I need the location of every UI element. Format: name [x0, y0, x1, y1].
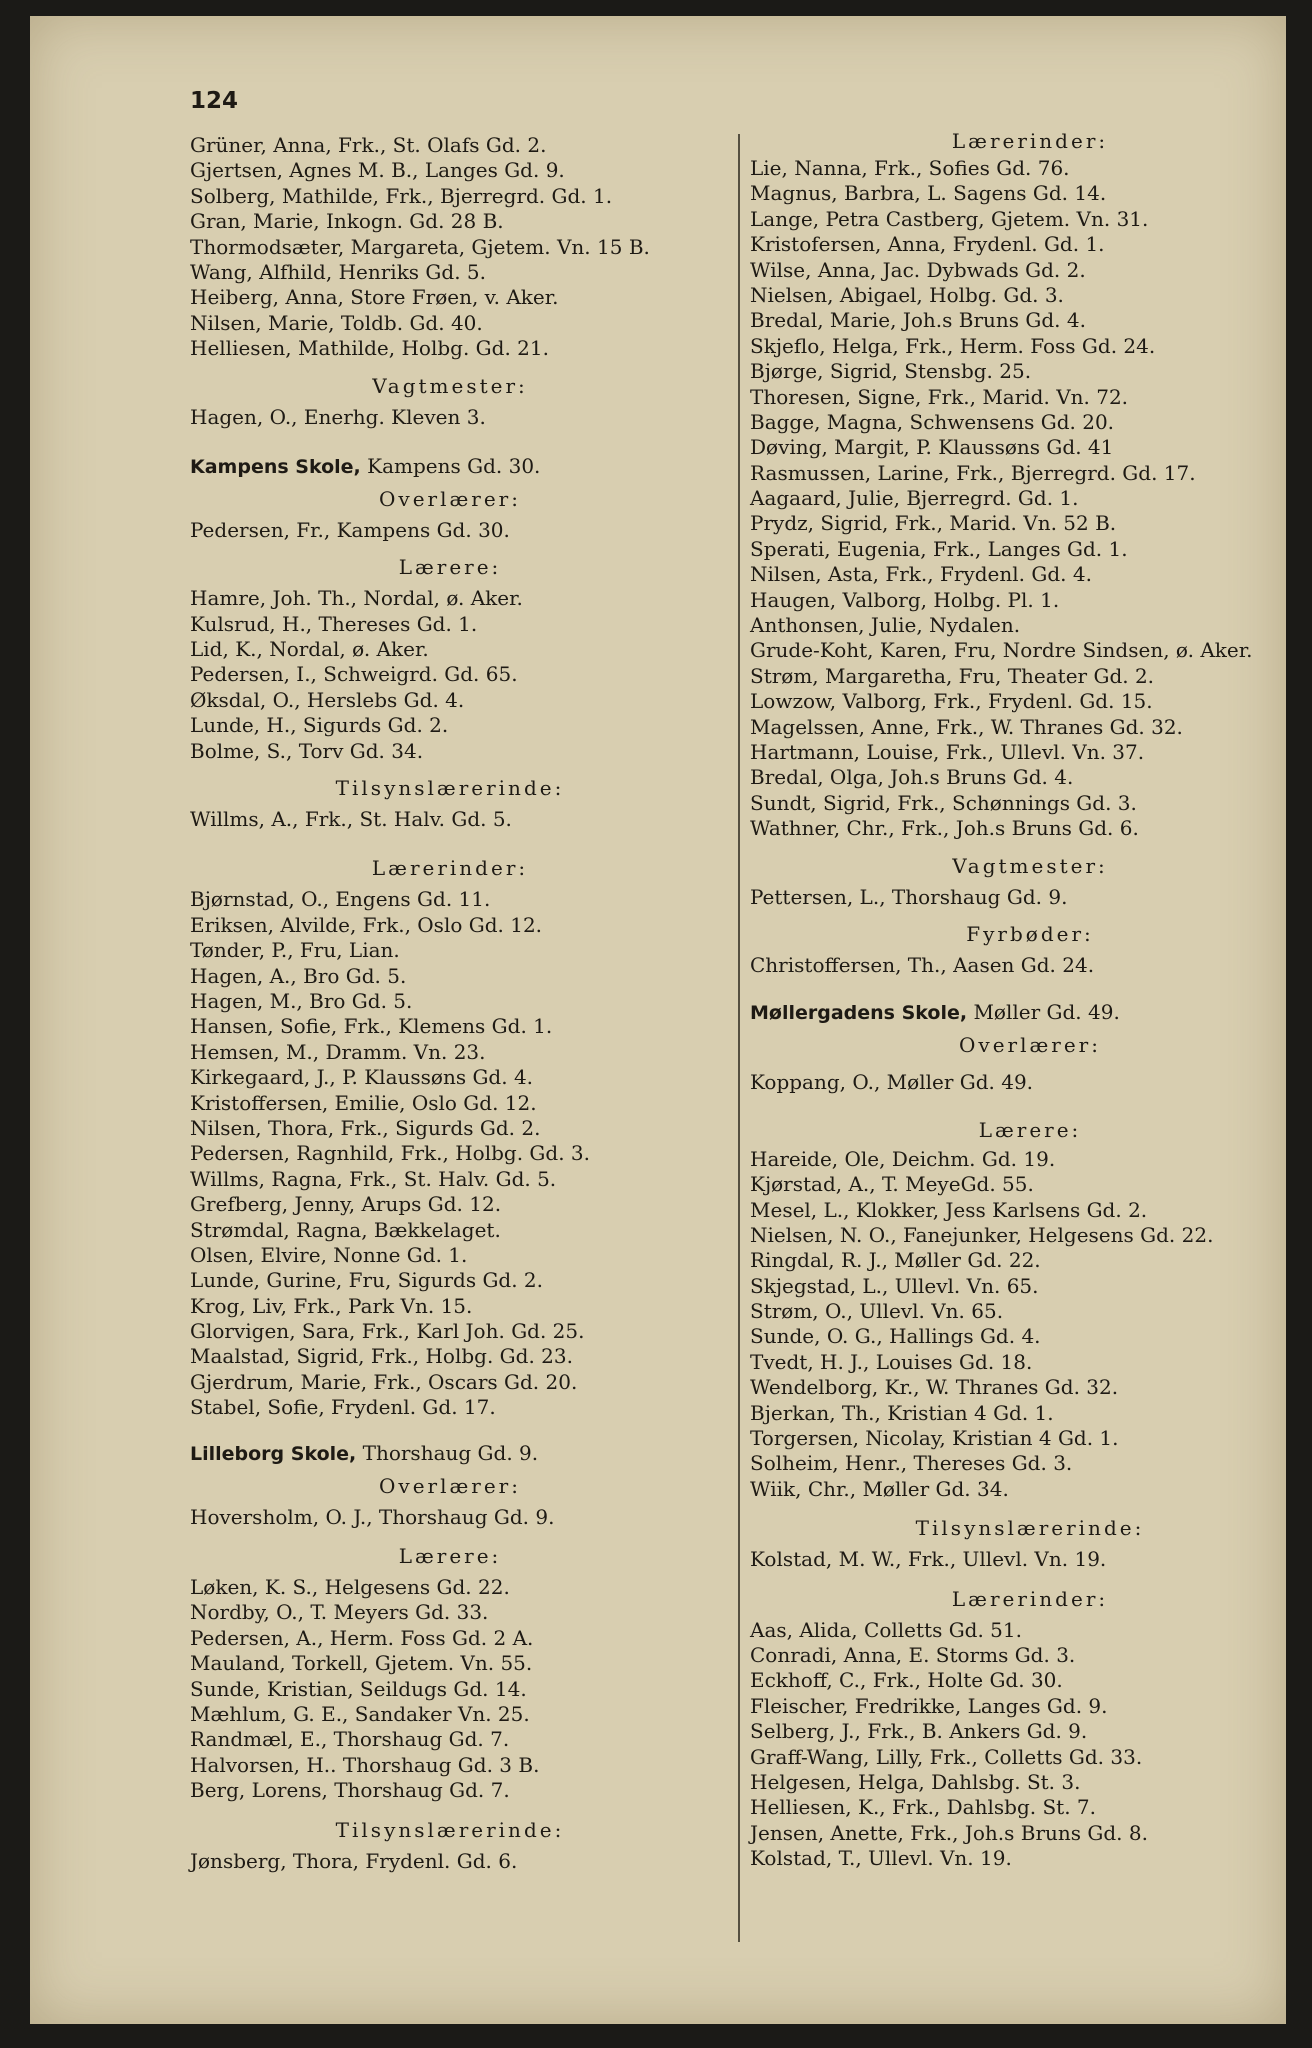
right-directory-entry: Kjørstad, A., T. MeyeGd. 55. [750, 1172, 1034, 1197]
left-section-heading: Overlærer: [379, 486, 521, 511]
right-directory-entry: Lange, Petra Castberg, Gjetem. Vn. 31. [750, 206, 1149, 231]
right-directory-entry: Haugen, Valborg, Holbg. Pl. 1. [750, 587, 1060, 612]
right-directory-entry: Grude-Koht, Karen, Fru, Nordre Sindsen, ø. Aker. [750, 638, 1253, 663]
left-section-heading: Tilsynslærerinde: [335, 1817, 565, 1842]
right-directory-entry: Prydz, Sigrid, Frk., Marid. Vn. 52 B. [750, 511, 1117, 536]
left-directory-entry: Lunde, Gurine, Fru, Sigurds Gd. 2. [190, 1268, 544, 1293]
left-school-header [190, 454, 710, 479]
left-directory-entry: Bjørnstad, O., Engens Gd. 11. [190, 887, 491, 912]
left-directory-entry: Løken, K. S., Helgesens Gd. 22. [190, 1575, 510, 1600]
right-directory-entry: Helliesen, K., Frk., Dahlsbg. St. 7. [750, 1795, 1096, 1820]
right-directory-entry: Jensen, Anette, Frk., Joh.s Bruns Gd. 8. [750, 1820, 1148, 1845]
right-school-header [750, 1000, 1310, 1025]
left-directory-entry: Wang, Alfhild, Henriks Gd. 5. [190, 259, 487, 284]
left-directory-entry: Hagen, O., Enerhg. Kleven 3. [190, 404, 486, 429]
left-directory-entry: Tønder, P., Fru, Lian. [190, 938, 400, 963]
left-directory-entry: Mauland, Torkell, Gjetem. Vn. 55. [190, 1651, 533, 1676]
right-directory-entry: Døving, Margit, P. Klaussøns Gd. 41 [750, 435, 1114, 460]
left-directory-entry: Hemsen, M., Dramm. Vn. 23. [190, 1039, 486, 1064]
left-section-heading: Tilsynslærerinde: [335, 776, 565, 801]
right-directory-entry: Helgesen, Helga, Dahlsbg. St. 3. [750, 1769, 1081, 1794]
left-directory-entry: Gjerdrum, Marie, Frk., Oscars Gd. 20. [190, 1369, 578, 1394]
right-directory-entry: Mesel, L., Klokker, Jess Karlsens Gd. 2. [750, 1197, 1148, 1222]
right-directory-entry: Skjeflo, Helga, Frk., Herm. Foss Gd. 24. [750, 333, 1156, 358]
school-name: Lilleborg Skole, [190, 1442, 357, 1465]
left-directory-entry: Pedersen, Ragnhild, Frk., Holbg. Gd. 3. [190, 1141, 591, 1166]
left-directory-entry: Hansen, Sofie, Frk., Klemens Gd. 1. [190, 1014, 553, 1039]
left-directory-entry: Pedersen, Fr., Kampens Gd. 30. [190, 517, 510, 542]
right-directory-entry: Pettersen, L., Thorshaug Gd. 9. [750, 884, 1068, 909]
school-address: Møller Gd. 49. [967, 1000, 1120, 1025]
right-directory-entry: Nilsen, Asta, Frk., Frydenl. Gd. 4. [750, 562, 1092, 587]
left-directory-entry: Hagen, M., Bro Gd. 5. [190, 988, 413, 1013]
right-directory-entry: Sperati, Eugenia, Frk., Langes Gd. 1. [750, 536, 1128, 561]
right-directory-entry: Lowzow, Valborg, Frk., Frydenl. Gd. 15. [750, 689, 1153, 714]
left-directory-entry: Eriksen, Alvilde, Frk., Oslo Gd. 12. [190, 912, 543, 937]
left-directory-entry: Nilsen, Marie, Toldb. Gd. 40. [190, 310, 483, 335]
left-directory-entry: Thormodsæter, Margareta, Gjetem. Vn. 15 B. [190, 234, 650, 259]
left-directory-entry: Nordby, O., T. Meyers Gd. 33. [190, 1600, 489, 1625]
right-directory-entry: Nielsen, Abigael, Holbg. Gd. 3. [750, 282, 1064, 307]
right-directory-entry: Torgersen, Nicolay, Kristian 4 Gd. 1. [750, 1426, 1119, 1451]
right-directory-entry: Rasmussen, Larine, Frk., Bjerregrd. Gd. 17. [750, 460, 1196, 485]
right-directory-entry: Wathner, Chr., Frk., Joh.s Bruns Gd. 6. [750, 816, 1139, 841]
right-directory-entry: Aas, Alida, Colletts Gd. 51. [750, 1617, 1022, 1642]
left-directory-entry: Hamre, Joh. Th., Nordal, ø. Aker. [190, 586, 523, 611]
left-directory-entry: Helliesen, Mathilde, Holbg. Gd. 21. [190, 336, 549, 361]
right-directory-entry: Lie, Nanna, Frk., Sofies Gd. 76. [750, 156, 1070, 180]
right-directory-entry: Kolstad, M. W., Frk., Ullevl. Vn. 19. [750, 1547, 1107, 1572]
left-directory-entry: Mæhlum, G. E., Sandaker Vn. 25. [190, 1701, 530, 1726]
right-directory-entry: Sunde, O. G., Hallings Gd. 4. [750, 1324, 1041, 1349]
left-directory-entry: Heiberg, Anna, Store Frøen, v. Aker. [190, 285, 559, 310]
right-directory-entry: Hartmann, Louise, Frk., Ullevl. Vn. 37. [750, 739, 1145, 764]
school-name: Møllergadens Skole, [750, 1002, 968, 1025]
right-section-heading: Vagtmester: [952, 853, 1108, 878]
right-section-heading: Lærerinder: [951, 129, 1109, 153]
right-directory-entry: Hareide, Ole, Deichm. Gd. 19. [750, 1146, 1056, 1171]
right-directory-entry: Tvedt, H. J., Louises Gd. 18. [750, 1349, 1033, 1374]
right-directory-entry: Magelssen, Anne, Frk., W. Thranes Gd. 32. [750, 714, 1183, 739]
right-directory-entry: Magnus, Barbra, L. Sagens Gd. 14. [750, 181, 1107, 206]
column-divider [738, 134, 740, 1942]
left-directory-entry: Solberg, Mathilde, Frk., Bjerregrd. Gd. 1. [190, 183, 613, 208]
right-section-heading: Fyrbøder: [966, 921, 1094, 946]
right-directory-entry: Kolstad, T., Ullevl. Vn. 19. [750, 1846, 1012, 1871]
right-directory-entry: Bagge, Magna, Schwensens Gd. 20. [750, 409, 1115, 434]
left-directory-entry: Pedersen, A., Herm. Foss Gd. 2 A. [190, 1625, 534, 1650]
left-section-heading: Lærere: [398, 555, 502, 580]
left-directory-entry: Olsen, Elvire, Nonne Gd. 1. [190, 1242, 468, 1267]
right-column [750, 129, 1310, 1871]
left-directory-entry: Kulsrud, H., Thereses Gd. 1. [190, 611, 478, 636]
right-directory-entry: Christoffersen, Th., Aasen Gd. 24. [750, 952, 1095, 977]
left-directory-entry: Jønsberg, Thora, Frydenl. Gd. 6. [190, 1848, 518, 1873]
right-directory-entry: Koppang, O., Møller Gd. 49. [750, 1070, 1034, 1095]
left-directory-entry: Bolme, S., Torv Gd. 34. [190, 738, 424, 763]
right-directory-entry: Skjegstad, L., Ullevl. Vn. 65. [750, 1273, 1039, 1298]
left-directory-entry: Willms, A., Frk., St. Halv. Gd. 5. [190, 807, 512, 832]
right-directory-entry: Wiik, Chr., Møller Gd. 34. [750, 1476, 1009, 1501]
left-directory-entry: Gran, Marie, Inkogn. Gd. 28 B. [190, 209, 504, 234]
left-directory-entry: Berg, Lorens, Thorshaug Gd. 7. [190, 1778, 510, 1803]
left-directory-entry: Strømdal, Ragna, Bækkelaget. [190, 1217, 501, 1242]
right-directory-entry: Fleischer, Fredrikke, Langes Gd. 9. [750, 1693, 1108, 1718]
left-directory-entry: Stabel, Sofie, Frydenl. Gd. 17. [190, 1395, 496, 1420]
right-directory-entry: Wendelborg, Kr., W. Thranes Gd. 32. [750, 1375, 1119, 1400]
right-directory-entry: Bredal, Olga, Joh.s Bruns Gd. 4. [750, 765, 1074, 790]
school-address: Kampens Gd. 30. [360, 453, 541, 478]
right-directory-entry: Ringdal, R. J., Møller Gd. 22. [750, 1248, 1041, 1273]
right-directory-entry: Strøm, Margaretha, Fru, Theater Gd. 2. [750, 663, 1155, 688]
left-directory-entry: Halvorsen, H.. Thorshaug Gd. 3 B. [190, 1752, 540, 1777]
right-directory-entry: Conradi, Anna, E. Storms Gd. 3. [750, 1642, 1076, 1667]
left-directory-entry: Hagen, A., Bro Gd. 5. [190, 963, 407, 988]
right-directory-entry: Bjerkan, Th., Kristian 4 Gd. 1. [750, 1400, 1054, 1425]
left-directory-entry: Hoversholm, O. J., Thorshaug Gd. 9. [190, 1504, 555, 1529]
right-directory-entry: Wilse, Anna, Jac. Dybwads Gd. 2. [750, 257, 1086, 282]
left-directory-entry: Randmæl, E., Thorshaug Gd. 7. [190, 1727, 510, 1752]
left-column [190, 133, 710, 1874]
left-directory-entry: Sunde, Kristian, Seildugs Gd. 14. [190, 1676, 527, 1701]
right-directory-entry: Eckhoff, C., Frk., Holte Gd. 30. [750, 1668, 1063, 1693]
right-directory-entry: Kristofersen, Anna, Frydenl. Gd. 1. [750, 232, 1105, 257]
directory-page [30, 16, 1286, 2024]
right-directory-entry: Sundt, Sigrid, Frk., Schønnings Gd. 3. [750, 790, 1137, 815]
left-directory-entry: Kirkegaard, J., P. Klaussøns Gd. 4. [190, 1065, 534, 1090]
right-directory-entry: Aagaard, Julie, Bjerregrd. Gd. 1. [750, 486, 1079, 511]
right-directory-entry: Strøm, O., Ullevl. Vn. 65. [750, 1299, 1004, 1324]
right-section-heading: Tilsynslærerinde: [915, 1516, 1145, 1541]
left-section-heading: Lærere: [398, 1544, 502, 1569]
right-directory-entry: Bredal, Marie, Joh.s Bruns Gd. 4. [750, 308, 1086, 333]
right-section-heading: Lærere: [978, 1117, 1082, 1142]
left-directory-entry: Grefberg, Jenny, Arups Gd. 12. [190, 1192, 502, 1217]
right-section-heading: Lærerinder: [951, 1586, 1109, 1611]
right-directory-entry: Thoresen, Signe, Frk., Marid. Vn. 72. [750, 384, 1129, 409]
right-section-heading: Overlærer: [959, 1033, 1101, 1058]
left-directory-entry: Lid, K., Nordal, ø. Aker. [190, 637, 429, 662]
left-directory-entry: Glorvigen, Sara, Frk., Karl Joh. Gd. 25. [190, 1319, 585, 1344]
left-section-heading: Lærerinder: [371, 856, 529, 881]
school-address: Thorshaug Gd. 9. [356, 1440, 539, 1465]
right-directory-entry: Bjørge, Sigrid, Stensbg. 25. [750, 359, 1032, 384]
left-directory-entry: Lunde, H., Sigurds Gd. 2. [190, 713, 449, 738]
left-directory-entry: Willms, Ragna, Frk., St. Halv. Gd. 5. [190, 1166, 557, 1191]
school-name: Kampens Skole, [190, 455, 361, 478]
left-section-heading: Vagtmester: [372, 373, 528, 398]
right-directory-entry: Anthonsen, Julie, Nydalen. [750, 613, 1021, 638]
left-directory-entry: Grüner, Anna, Frk., St. Olafs Gd. 2. [190, 133, 547, 157]
left-section-heading: Overlærer: [379, 1473, 521, 1498]
right-directory-entry: Graff-Wang, Lilly, Frk., Colletts Gd. 33. [750, 1744, 1143, 1769]
left-directory-entry: Gjertsen, Agnes M. B., Langes Gd. 9. [190, 158, 565, 183]
left-directory-entry: Pedersen, I., Schweigrd. Gd. 65. [190, 662, 518, 687]
left-directory-entry: Kristoffersen, Emilie, Oslo Gd. 12. [190, 1090, 537, 1115]
left-directory-entry: Nilsen, Thora, Frk., Sigurds Gd. 2. [190, 1115, 541, 1140]
right-directory-entry: Solheim, Henr., Thereses Gd. 3. [750, 1451, 1073, 1476]
left-school-header [190, 1441, 710, 1466]
right-directory-entry: Selberg, J., Frk., B. Ankers Gd. 9. [750, 1719, 1088, 1744]
left-directory-entry: Maalstad, Sigrid, Frk., Holbg. Gd. 23. [190, 1344, 573, 1369]
left-directory-entry: Øksdal, O., Herslebs Gd. 4. [190, 687, 465, 712]
page-number: 124 [190, 88, 239, 114]
right-directory-entry: Nielsen, N. O., Fanejunker, Helgesens Gd. 22. [750, 1222, 1214, 1247]
left-directory-entry: Krog, Liv, Frk., Park Vn. 15. [190, 1293, 473, 1318]
